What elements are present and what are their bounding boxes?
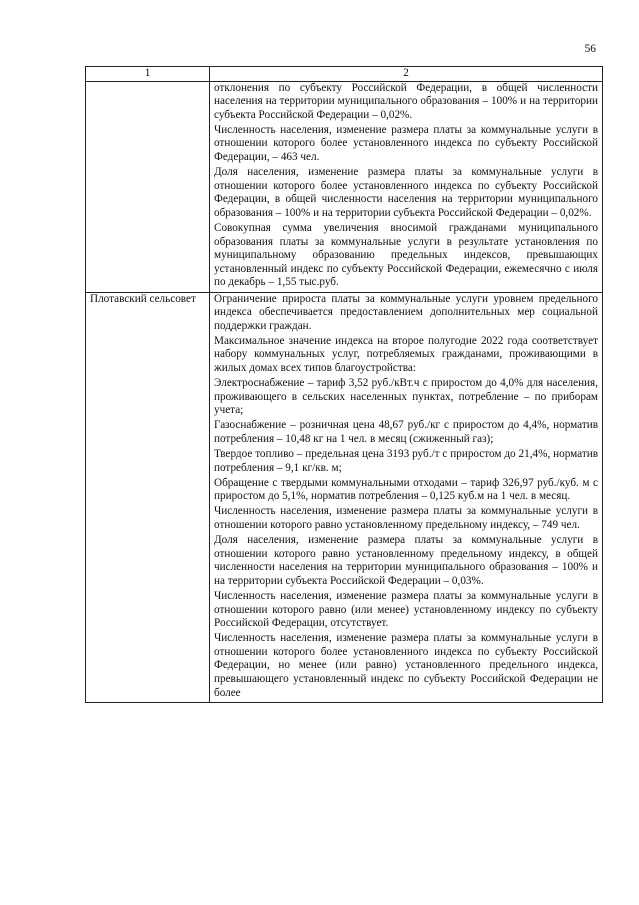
region-cell: Плотавский сельсовет [86,292,210,702]
paragraph: Максимальное значение индекса на второе полугодие 2022 года соответствует набору коммунальных услуг, потребляемых гражданами, проживающими в жилых домах всех типов благоустройства: [214,334,598,374]
paragraph: отклонения по субъекту Российской Федерации, в общей численности населения на территории муниципального образования – 100% и на территории субъекта Российской Федерации – 0,02%. [214,81,598,121]
content-cell [210,292,603,702]
region-cell [86,81,210,292]
page-number: 56 [584,43,596,55]
paragraph: Ограничение прироста платы за коммунальные услуги уровнем предельного индекса обеспечивается предоставлением дополнительных мер социальной поддержки граждан. [214,292,598,332]
document-table [85,66,603,703]
paragraph: Численность населения, изменение размера платы за коммунальные услуги в отношении которого равно (или менее) установленному индексу по субъекту Российской Федерации, отсутствует. [214,589,598,630]
paragraph: Доля населения, изменение размера платы за коммунальные услуги в отношении которого более установленного индекса по субъекту Российской Федерации, в общей численности населения на территории муниципального образования – 100% и на территории субъекта Российской Федерации – 0,02%. [214,166,598,219]
table-header-row [86,67,603,82]
paragraph: Обращение с твердыми коммунальными отходами – тариф 326,97 руб./куб. м с приростом до 5,1%, норматив потребления – 0,125 куб.м на 1 чел. в месяц. [214,476,598,503]
paragraph: Электроснабжение – тариф 3,52 руб./кВт.ч с приростом до 4,0% для населения, проживающего в сельских населенных пунктах, потребление – по приборам учета; [214,377,598,417]
table-row [86,81,603,292]
paragraph: Твердое топливо – предельная цена 3193 руб./т с приростом до 21,4%, норматив потребления – 9,1 кг/кв. м; [214,448,598,474]
paragraph: Численность населения, изменение размера платы за коммунальные услуги в отношении которого более установленного индекса по субъекту Российской Федерации, – 463 чел. [214,123,598,164]
paragraph: Доля населения, изменение размера платы за коммунальные услуги в отношении которого равно установленному предельному индексу, в общей численности населения на территории муниципального образования – 100% и на территории субъекта Российской Федерации – 0,03%. [214,534,598,587]
paragraph: Численность населения, изменение размера платы за коммунальные услуги в отношении которого равно установленному предельному индексу, – 749 чел. [214,505,598,531]
column-header-2: 2 [210,67,603,82]
paragraph: Газоснабжение – розничная цена 48,67 руб./кг с приростом до 4,4%, норматив потребления – 10,48 кг на 1 чел. в месяц (сжиженный газ); [214,419,598,445]
paragraph: Совокупная сумма увеличения вносимой гражданами муниципального образования платы за коммунальные услуги в результате установления по муниципальному образованию предельных индексов, превышающих установленный индекс по субъекту Российской Федерации, ежемесячно с июля по декабрь – 1,55 тыс.руб. [214,222,598,289]
column-header-1: 1 [86,67,210,82]
paragraph: Численность населения, изменение размера платы за коммунальные услуги в отношении которого более установленного индекса по субъекту Российской Федерации, но менее (или равно) установленного предельного индекса, превышающего установленный индекс по субъекту Российской Федерации не более [214,632,598,699]
table-row [86,292,603,702]
content-cell [210,81,603,292]
